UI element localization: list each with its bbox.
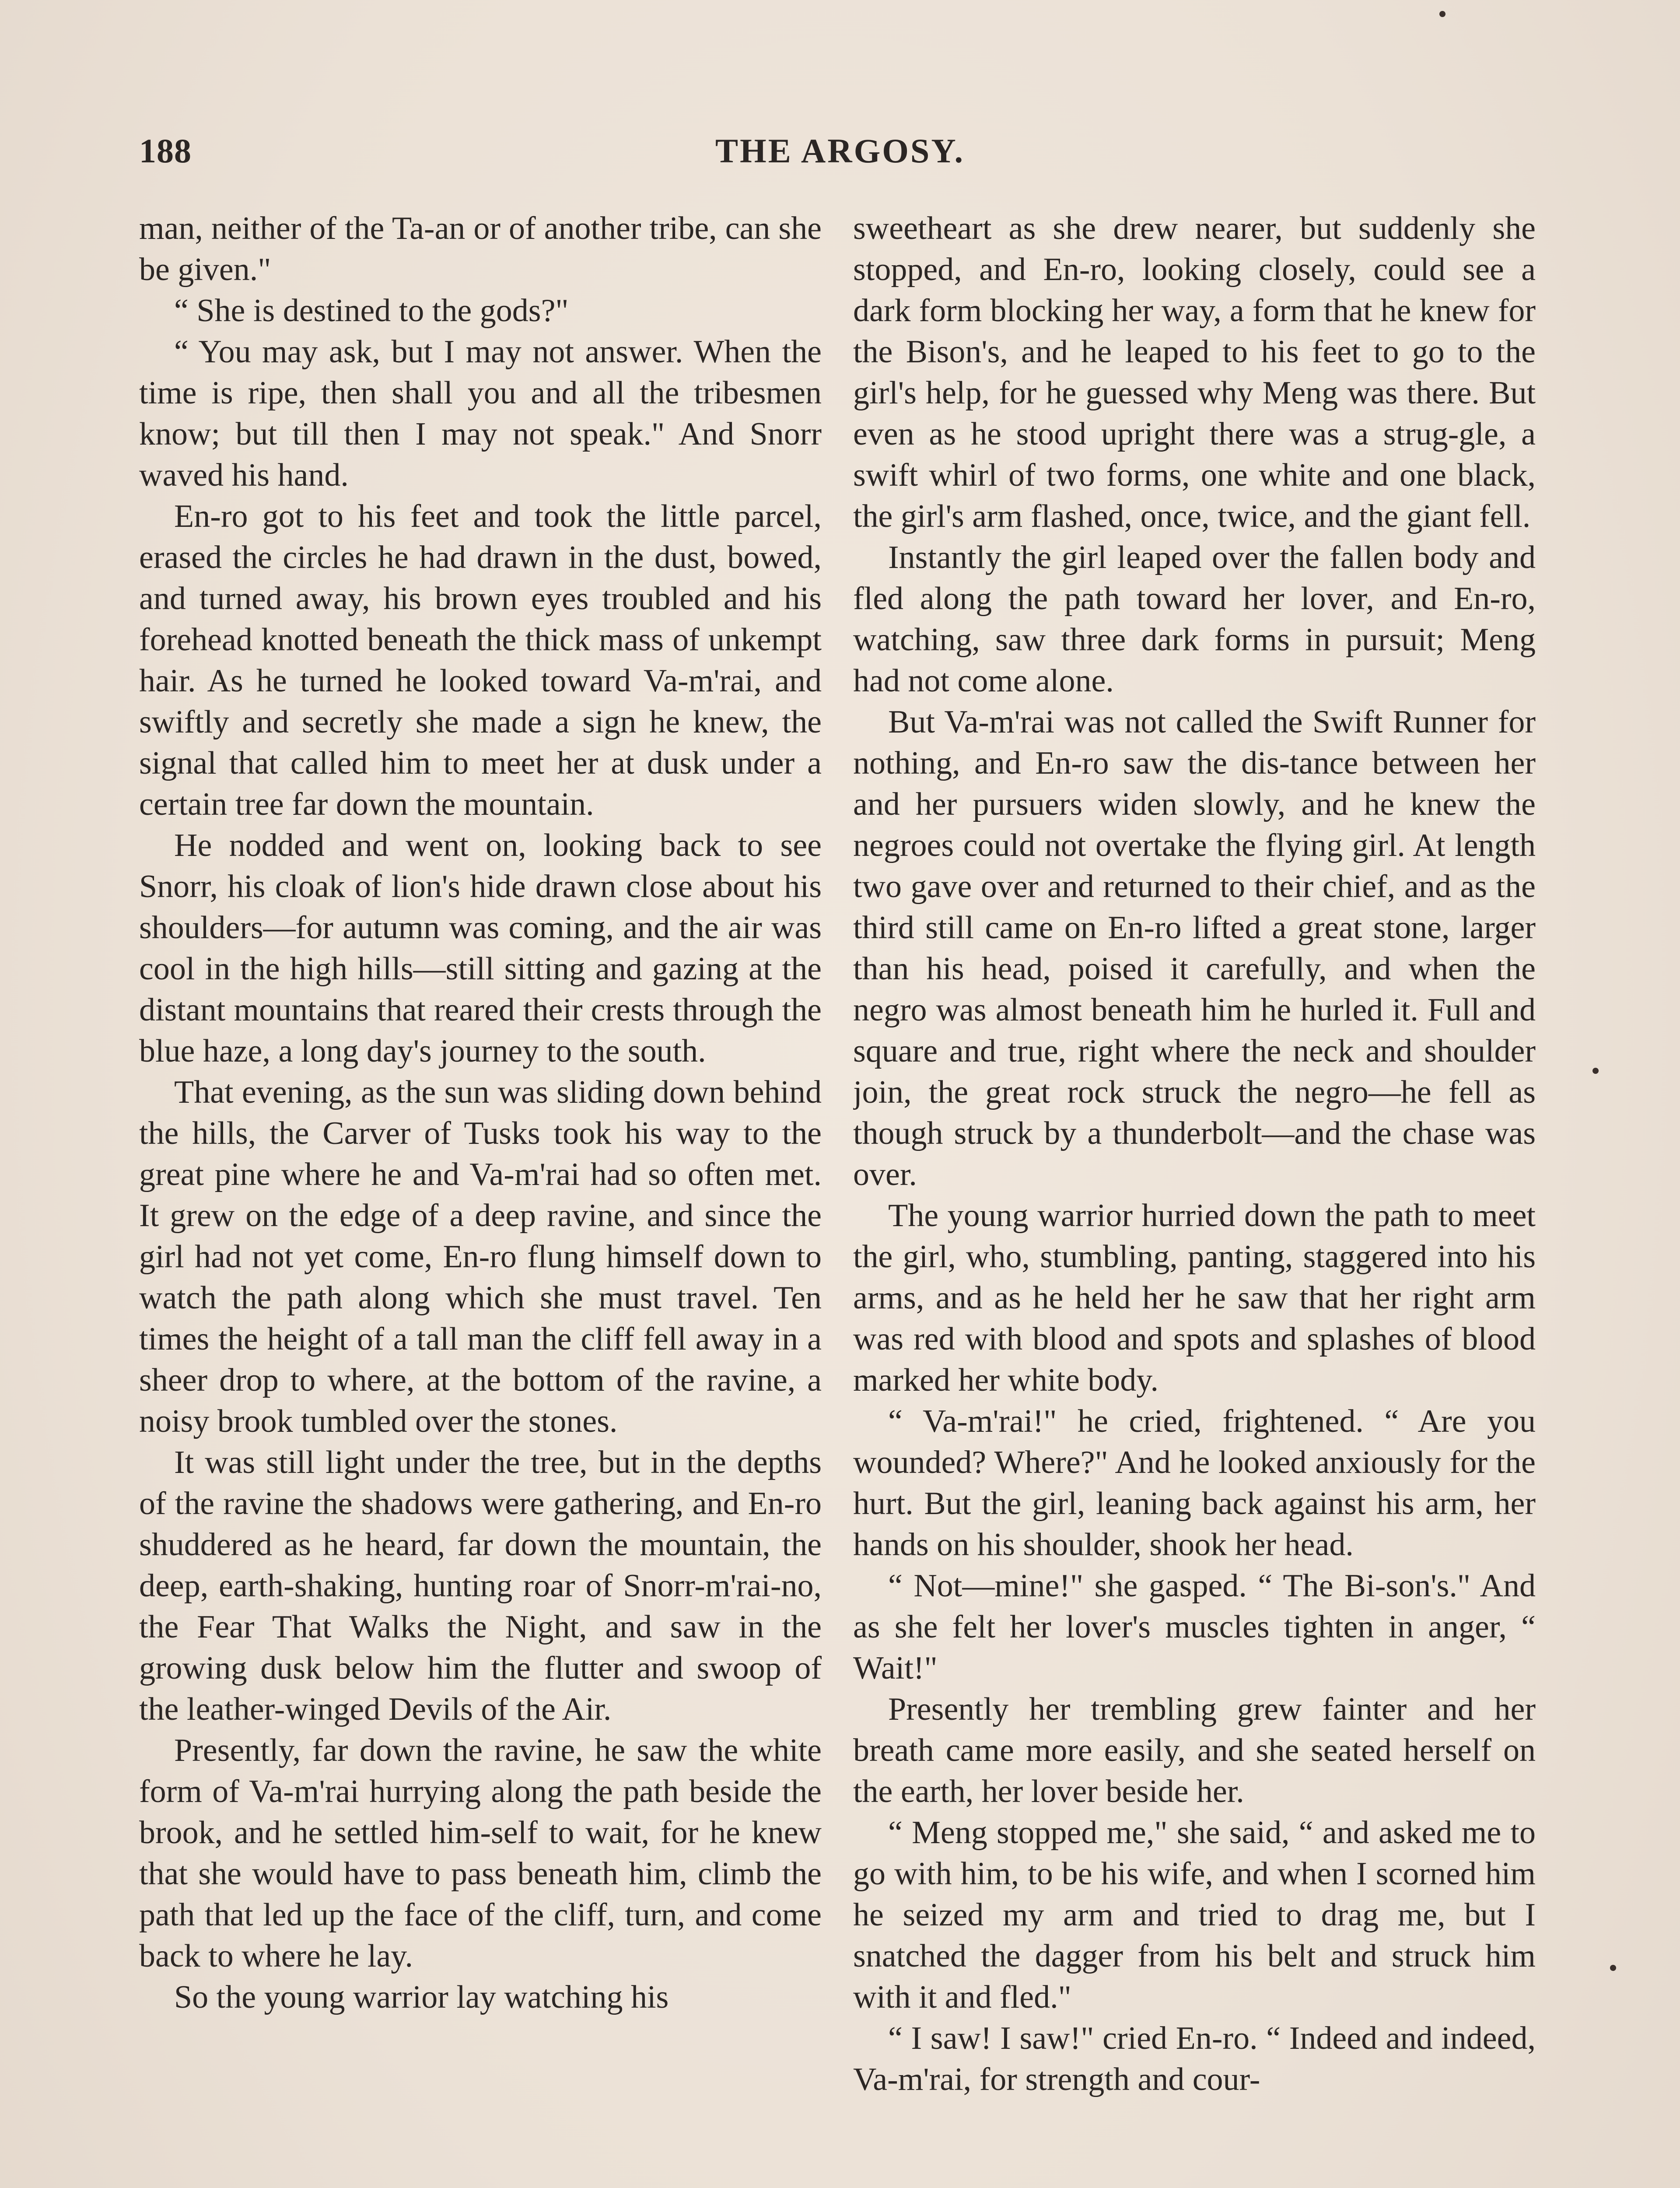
right-column: [853, 208, 1536, 2188]
paragraph: Instantly the girl leaped over the fallen body and fled along the path toward her lover, and En-ro, watching, saw three dark forms in pursuit; Meng had not come alone.: [853, 540, 1536, 699]
paper-speck: [1439, 11, 1446, 17]
paragraph: But Va-m'rai was not called the Swift Runner for nothing, and En-ro saw the dis-tance between her and her pursuers widen slowly, and he knew the negroes could not overtake the flying girl. At length two gave over and returned to their chief, and as the third still came on En-ro lifted a great stone, larger than his head, poised it carefully, and when the negro was almost beneath him he hurled it. Full and square and true, right where the neck and shoulder join, the great rock struck the negro—he fell as though struck by a thunderbolt—and the chase was over.: [853, 704, 1536, 1192]
paragraph: So the young warrior lay watching his: [174, 1979, 669, 2015]
paragraph: He nodded and went on, looking back to see Snorr, his cloak of lion's hide drawn close about his shoulders—for autumn was coming, and the air was cool in the high hills—still sitting and gazing at the distant mountains that reared their crests through the blue haze, a long day's journey to the south.: [139, 828, 822, 1069]
paragraph: “ You may ask, but I may not answer. When the time is ripe, then shall you and all the tribesmen know; but till then I may not speak." And Snorr waved his hand.: [139, 334, 822, 493]
paragraph: “ She is destined to the gods?": [174, 293, 569, 329]
paragraph: “ Not—mine!" she gasped. “ The Bi-son's." And as she felt her lover's muscles tighten in anger, “ Wait!": [853, 1568, 1536, 1686]
paragraph: En-ro got to his feet and took the little parcel, erased the circles he had drawn in the dust, bowed, and turned away, his brown eyes troubled and his forehead knotted beneath the thick mass of unkempt hair. As he turned he looked toward Va-m'rai, and swiftly and secretly she made a sign he knew, the signal that called him to meet her at dusk under a certain tree far down the mountain.: [139, 498, 822, 822]
paragraph: sweetheart as she drew nearer, but suddenly she stopped, and En-ro, looking closely, could see a dark form blocking her way, a form that he knew for the Bison's, and he leaped to his feet to go to the girl's help, for he guessed why Meng was there. But even as he stood upright there was a strug-gle, a swift whirl of two forms, one white and one black, the girl's arm flashed, once, twice, and the giant fell.: [853, 210, 1536, 534]
paper-speck: [1610, 1965, 1616, 1971]
paragraph: The young warrior hurried down the path to meet the girl, who, stumbling, panting, staggered into his arms, and as he held her he saw that her right arm was red with blood and spots and splashes of blood marked her white body.: [853, 1198, 1536, 1398]
left-column: [139, 208, 822, 2188]
paragraph: Presently, far down the ravine, he saw the white form of Va-m'rai hurrying along the path beside the brook, and he settled him-self to wait, for he knew that she would have to pass beneath him, climb the path that led up the face of the cliff, turn, and come back to where he lay.: [139, 1732, 822, 1974]
page-number: 188: [139, 132, 192, 170]
paragraph: “ Meng stopped me," she said, “ and asked me to go with him, to be his wife, and when I scorned him he seized my arm and tried to drag me, but I snatched the dagger from his belt and struck him with it and fled.": [853, 1815, 1536, 2015]
running-head: THE ARGOSY.: [715, 132, 965, 170]
paragraph: Presently her trembling grew fainter and her breath came more easily, and she seated herself on the earth, her lover beside her.: [853, 1691, 1536, 1809]
paragraph: That evening, as the sun was sliding down behind the hills, the Carver of Tusks took his way to the great pine where he and Va-m'rai had so often met. It grew on the edge of a deep ravine, and since the girl had not yet come, En-ro flung himself down to watch the path along which she must travel. Ten times the height of a tall man the cliff fell away in a sheer drop to where, at the bottom of the ravine, a noisy brook tumbled over the stones.: [139, 1074, 822, 1439]
paper-speck: [1592, 1068, 1599, 1074]
paragraph: “ I saw! I saw!" cried En-ro. “ Indeed and indeed, Va-m'rai, for strength and cour-: [853, 2020, 1536, 2097]
paragraph: man, neither of the Ta-an or of another tribe, can she be given.": [139, 210, 822, 288]
page-header: [139, 131, 1541, 184]
paragraph: “ Va-m'rai!" he cried, frightened. “ Are you wounded? Where?" And he looked anxiously for the hurt. But the girl, leaning back against his arm, her hands on his shoulder, shook her head.: [853, 1403, 1536, 1563]
paragraph: It was still light under the tree, but in the depths of the ravine the shadows were gathering, and En-ro shuddered as he heard, far down the mountain, the deep, earth-shaking, hunting roar of Snorr-m'rai-no, the Fear That Walks the Night, and saw in the growing dusk below him the flutter and swoop of the leather-winged Devils of the Air.: [139, 1445, 822, 1727]
